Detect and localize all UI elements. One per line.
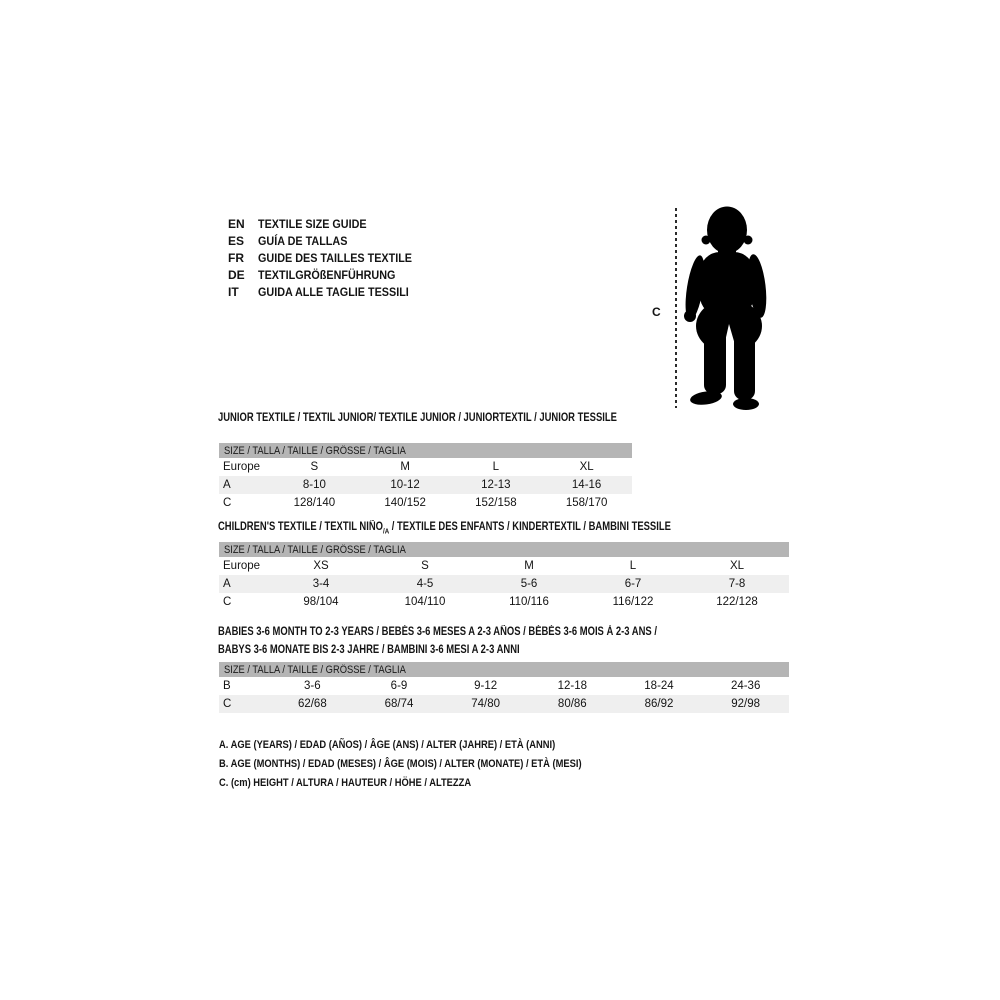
language-label-fr: GUIDE DES TAILLES TEXTILE [258, 250, 413, 265]
junior-table-title [218, 412, 704, 424]
legend-line-a [219, 735, 646, 754]
language-guide-list [228, 215, 429, 301]
language-label-en: TEXTILE SIZE GUIDE [258, 216, 367, 231]
height-cell: 86/92 [644, 698, 674, 710]
babies-table-title-line1: BABIES 3-6 MONTH TO 2-3 YEARS / BEBÉS 3-6 MESES A 2-3 AÑOS / BÉBÉS 3-6 MOIS À 2-3 ANS / [218, 626, 657, 638]
height-cell: 68/74 [384, 698, 414, 710]
age-cell: 7-8 [728, 578, 746, 590]
age-cell: 12-18 [557, 680, 588, 692]
language-label-it: GUIDA ALLE TAGLIE TESSILI [258, 285, 409, 300]
height-cell: 104/110 [404, 596, 446, 608]
age-cell: 14-16 [571, 479, 602, 491]
age-cell: 8-10 [302, 479, 326, 491]
language-row-es [228, 232, 429, 249]
language-code-de: DE [228, 268, 245, 283]
age-cell: 4-5 [416, 578, 434, 590]
children-title-post: / TEXTILE DES ENFANTS / KINDERTEXTIL / BAMBINI TESSILE [389, 521, 671, 533]
language-label-es: GUÍA DE TALLAS [258, 233, 348, 248]
table-row [219, 494, 632, 512]
height-cell: 92/98 [731, 698, 761, 710]
children-size-header-bar [219, 542, 789, 557]
row-label: Europe [223, 560, 261, 572]
babies-table-title [218, 623, 753, 659]
children-size-table [219, 542, 789, 611]
size-cell: XL [729, 560, 745, 572]
language-label-de: TEXTILGRÖßENFÜHRUNG [258, 268, 396, 283]
row-label: Europe [223, 461, 261, 473]
legend-line-c-text: C. (cm) HEIGHT / ALTURA / HAUTEUR / HÖHE / ALTEZZA [219, 776, 472, 789]
language-row-de [228, 267, 429, 284]
age-cell: 10-12 [390, 479, 420, 491]
age-cell: 6-7 [624, 578, 642, 590]
language-row-fr [228, 249, 429, 266]
age-cell: 9-12 [474, 680, 498, 692]
table-row [219, 575, 789, 593]
height-marker-label: C [652, 305, 661, 319]
language-code-es: ES [228, 233, 245, 248]
table-row [219, 677, 789, 695]
size-cell: S [421, 560, 429, 572]
age-cell: 6-9 [390, 680, 408, 692]
legend-line-b [219, 754, 646, 773]
height-cell: 80/86 [557, 698, 587, 710]
babies-size-header-bar [219, 662, 789, 677]
children-title-sub: /A [383, 526, 390, 536]
age-cell: 3-6 [304, 680, 321, 692]
junior-size-header-text: SIZE / TALLA / TAILLE / GRÖSSE / TAGLIA [224, 444, 406, 457]
size-cell: XS [313, 560, 329, 572]
row-label: B [223, 680, 231, 692]
table-row [219, 557, 789, 575]
toddler-silhouette-icon [682, 198, 778, 412]
age-cell: 5-6 [520, 578, 538, 590]
size-cell: L [492, 461, 500, 473]
height-cell: 140/152 [384, 497, 426, 509]
size-cell: L [629, 560, 637, 572]
table-row [219, 476, 632, 494]
height-marker-line [675, 208, 677, 408]
size-cell: M [524, 560, 534, 572]
height-cell: 158/170 [565, 497, 608, 509]
junior-size-header-bar [219, 443, 632, 458]
children-table-title-text [218, 521, 671, 535]
language-code-fr: FR [228, 250, 244, 265]
height-cell: 152/158 [475, 497, 517, 509]
babies-table-title-line2: BABYS 3-6 MONATE BIS 2-3 JAHRE / BAMBINI 3-6 MESI A 2-3 ANNI [218, 644, 520, 656]
row-label: C [223, 497, 232, 509]
row-label: A [223, 479, 231, 491]
size-cell: S [310, 461, 319, 473]
legend-notes [219, 735, 646, 792]
row-label: C [223, 698, 232, 710]
height-cell: 128/140 [293, 497, 336, 509]
legend-line-a-text: A. AGE (YEARS) / EDAD (AÑOS) / ÂGE (ANS) / ALTER (JAHRE) / ETÀ (ANNI) [219, 738, 556, 751]
legend-line-c [219, 773, 646, 792]
babies-size-table [219, 662, 789, 713]
height-cell: 122/128 [716, 596, 758, 608]
age-cell: 24-36 [730, 680, 761, 692]
language-code-en: EN [228, 216, 245, 231]
table-row [219, 458, 632, 476]
height-cell: 62/68 [297, 698, 327, 710]
row-label: A [223, 578, 231, 590]
height-cell: 74/80 [471, 698, 501, 710]
language-code-it: IT [228, 285, 239, 300]
language-row-en [228, 215, 429, 232]
junior-size-table [219, 443, 632, 512]
legend-line-b-text: B. AGE (MONTHS) / EDAD (MESES) / ÂGE (MOIS) / ALTER (MONATE) / ETÀ (MESI) [219, 757, 582, 770]
height-cell: 110/116 [509, 596, 549, 608]
age-cell: 12-13 [481, 479, 511, 491]
children-table-title [218, 521, 770, 535]
babies-size-header-text: SIZE / TALLA / TAILLE / GRÖSSE / TAGLIA [224, 663, 406, 676]
size-cell: M [400, 461, 410, 473]
table-row [219, 695, 789, 713]
language-row-it [228, 284, 429, 301]
size-cell: XL [579, 461, 594, 473]
height-cell: 98/104 [303, 596, 339, 608]
height-cell: 116/122 [612, 596, 654, 608]
row-label: C [223, 596, 232, 608]
junior-table-title-text: JUNIOR TEXTILE / TEXTIL JUNIOR/ TEXTILE JUNIOR / JUNIORTEXTIL / JUNIOR TESSILE [218, 412, 617, 424]
age-cell: 3-4 [312, 578, 330, 590]
age-cell: 18-24 [644, 680, 674, 692]
children-size-header-text: SIZE / TALLA / TAILLE / GRÖSSE / TAGLIA [224, 543, 406, 556]
table-row [219, 593, 789, 611]
children-title-pre: CHILDREN'S TEXTILE / TEXTIL NIÑO [218, 521, 384, 533]
